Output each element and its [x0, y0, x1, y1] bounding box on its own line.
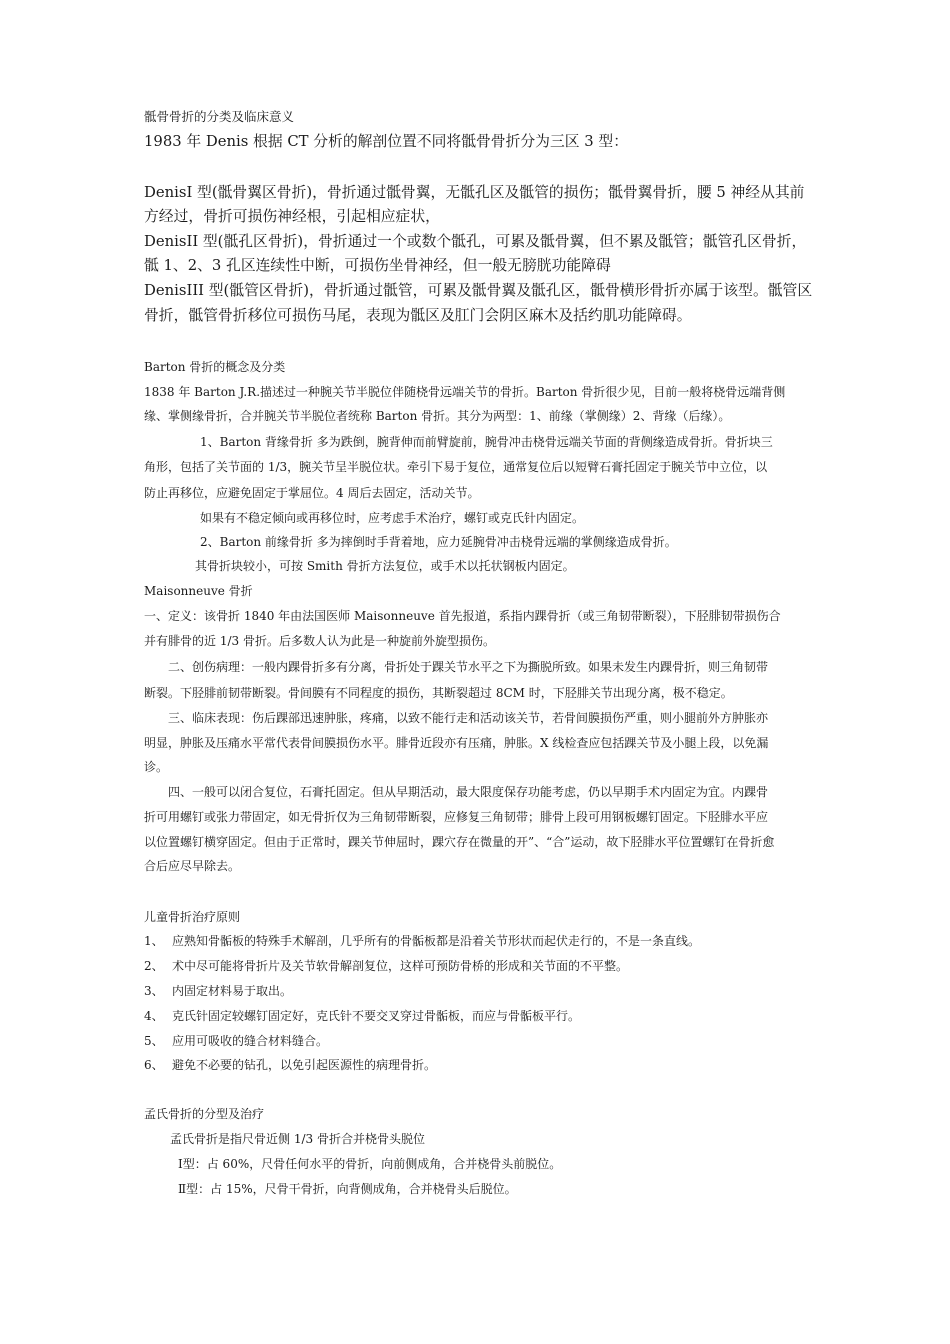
monteggia-line: Ⅰ型：占 60%，尺骨任何水平的骨折，向前侧成角，合并桡骨头前脱位。 — [178, 1157, 562, 1171]
barton-line: 1838 年 Barton J.R.描述过一种腕关节半脱位伴随桡骨远端关节的骨折。Barton 骨折很少见，目前一般将桡骨远端背侧 — [144, 385, 786, 399]
list-item — [144, 1007, 580, 1024]
children-section-title: 儿童骨折治疗原则 — [144, 910, 241, 924]
sacral-line: DenisI 型(骶骨翼区骨折)，骨折通过骶骨翼，无骶孔区及骶管的损伤；骶骨翼骨折，腰 5 神经从其前 — [144, 184, 805, 201]
list-item-number: 6、 — [144, 1058, 164, 1072]
barton-line: 1、Barton 背缘骨折 多为跌倒，腕背伸而前臂旋前，腕骨冲击桡骨远端关节面的背侧缘造成骨折。骨折块三 — [200, 435, 773, 449]
maisonneuve-section-title: Maisonneuve 骨折 — [144, 584, 253, 598]
list-item-number: 5、 — [144, 1034, 164, 1048]
barton-line: 如果有不稳定倾向或再移位时，应考虑手术治疗，螺钉或克氏针内固定。 — [200, 511, 585, 525]
list-item — [144, 1032, 328, 1049]
sacral-line: 方经过，骨折可损伤神经根，引起相应症状， — [144, 208, 440, 225]
maisonneuve-line: 一、定义：该骨折 1840 年由法国医师 Maisonneuve 首先报道，系指内踝骨折（或三角韧带断裂），下胫腓韧带损伤合 — [144, 609, 781, 623]
maisonneuve-line: 断裂。下胫腓前韧带断裂。骨间膜有不同程度的损伤，其断裂超过 8CM 时，下胫腓关节出现分离，极不稳定。 — [144, 686, 733, 700]
maisonneuve-line: 三、临床表现：伤后踝部迅速肿胀，疼痛，以致不能行走和活动该关节，若骨间膜损伤严重，则小腿前外方肿胀亦 — [168, 711, 769, 725]
barton-line: 2、Barton 前缘骨折 多为摔倒时手背着地，应力延腕骨冲击桡骨远端的掌侧缘造成骨折。 — [200, 535, 677, 549]
monteggia-line: 孟氏骨折是指尺骨近侧 1/3 骨折合并桡骨头脱位 — [170, 1132, 425, 1146]
list-item-number: 2、 — [144, 959, 164, 973]
maisonneuve-line: 合后应尽早除去。 — [144, 859, 241, 873]
list-item-text: 避免不必要的钻孔，以免引起医源性的病理骨折。 — [172, 1058, 437, 1072]
sacral-line: DenisII 型(骶孔区骨折)，骨折通过一个或数个骶孔，可累及骶骨翼，但不累及骶管；骶管孔区骨折， — [144, 233, 807, 250]
list-item — [144, 932, 700, 949]
barton-line: 其骨折块较小，可按 Smith 骨折方法复位，或手术以托状钢板内固定。 — [195, 559, 575, 573]
list-item-number: 3、 — [144, 984, 164, 998]
maisonneuve-line: 四、一般可以闭合复位，石膏托固定。但从早期活动，最大限度保存功能考虑，仍以早期手术内固定为宜。内踝骨 — [168, 785, 769, 799]
list-item-text: 内固定材料易于取出。 — [172, 984, 293, 998]
barton-section-title: Barton 骨折的概念及分类 — [144, 360, 286, 374]
list-item — [144, 957, 628, 974]
barton-line: 防止再移位，应避免固定于掌屈位。4 周后去固定，活动关节。 — [144, 486, 480, 500]
list-item-text: 术中尽可能将骨折片及关节软骨解剖复位，这样可预防骨桥的形成和关节面的不平整。 — [172, 959, 629, 973]
list-item-text: 应熟知骨骺板的特殊手术解剖，几乎所有的骨骺板都是沿着关节形状而起伏走行的，不是一条直线。 — [172, 934, 701, 948]
list-item — [144, 1056, 436, 1073]
list-item-number: 4、 — [144, 1009, 164, 1023]
maisonneuve-line: 二、创伤病理：一般内踝骨折多有分离，骨折处于踝关节水平之下为撕脱所致。如果未发生内踝骨折，则三角韧带 — [168, 660, 769, 674]
maisonneuve-line: 折可用螺钉或张力带固定，如无骨折仅为三角韧带断裂，应修复三角韧带；腓骨上段可用钢板螺钉固定。下胫腓水平应 — [144, 810, 769, 824]
list-item — [144, 982, 292, 999]
sacral-intro: 1983 年 Denis 根据 CT 分析的解剖位置不同将骶骨骨折分为三区 3 型： — [144, 133, 628, 150]
maisonneuve-line: 明显，肿胀及压痛水平常代表骨间膜损伤水平。腓骨近段亦有压痛，肿胀。X 线检查应包括踝关节及小腿上段，以免漏 — [144, 736, 769, 750]
sacral-line: DenisIII 型(骶管区骨折)，骨折通过骶管，可累及骶骨翼及骶孔区，骶骨横形骨折亦属于该型。骶管区 — [144, 282, 813, 299]
list-item-number: 1、 — [144, 934, 164, 948]
sacral-line: 骨折，骶管骨折移位可损伤马尾，表现为骶区及肛门会阴区麻木及括约肌功能障碍。 — [144, 307, 692, 324]
barton-line: 缘、掌侧缘骨折，合并腕关节半脱位者统称 Barton 骨折。其分为两型：1、前缘（掌侧缘）2、背缘（后缘）。 — [144, 409, 731, 423]
sacral-line: 骶 1、2、3 孔区连续性中断，可损伤坐骨神经，但一般无膀胱功能障碍 — [144, 257, 611, 274]
list-item-text: 应用可吸收的缝合材料缝合。 — [172, 1034, 329, 1048]
sacral-section-title: 骶骨骨折的分类及临床意义 — [144, 109, 295, 124]
monteggia-line: Ⅱ型：占 15%，尺骨干骨折，向背侧成角，合并桡骨头后脱位。 — [178, 1182, 517, 1196]
list-item-text: 克氏针固定较螺钉固定好，克氏针不要交叉穿过骨骺板，而应与骨骺板平行。 — [172, 1009, 581, 1023]
maisonneuve-line: 并有腓骨的近 1/3 骨折。后多数人认为此是一种旋前外旋型损伤。 — [144, 634, 495, 648]
maisonneuve-line: 以位置螺钉横穿固定。但由于正常时，踝关节伸屈时，踝穴存在微量的开”、“合”运动，故下胫腓水平位置螺钉在骨折愈 — [144, 835, 775, 849]
maisonneuve-line: 诊。 — [144, 760, 169, 774]
monteggia-section-title: 孟氏骨折的分型及治疗 — [144, 1107, 265, 1121]
barton-line: 角形，包括了关节面的 1/3，腕关节呈半脱位状。牵引下易于复位，通常复位后以短臂石膏托固定于腕关节中立位，以 — [144, 460, 768, 474]
